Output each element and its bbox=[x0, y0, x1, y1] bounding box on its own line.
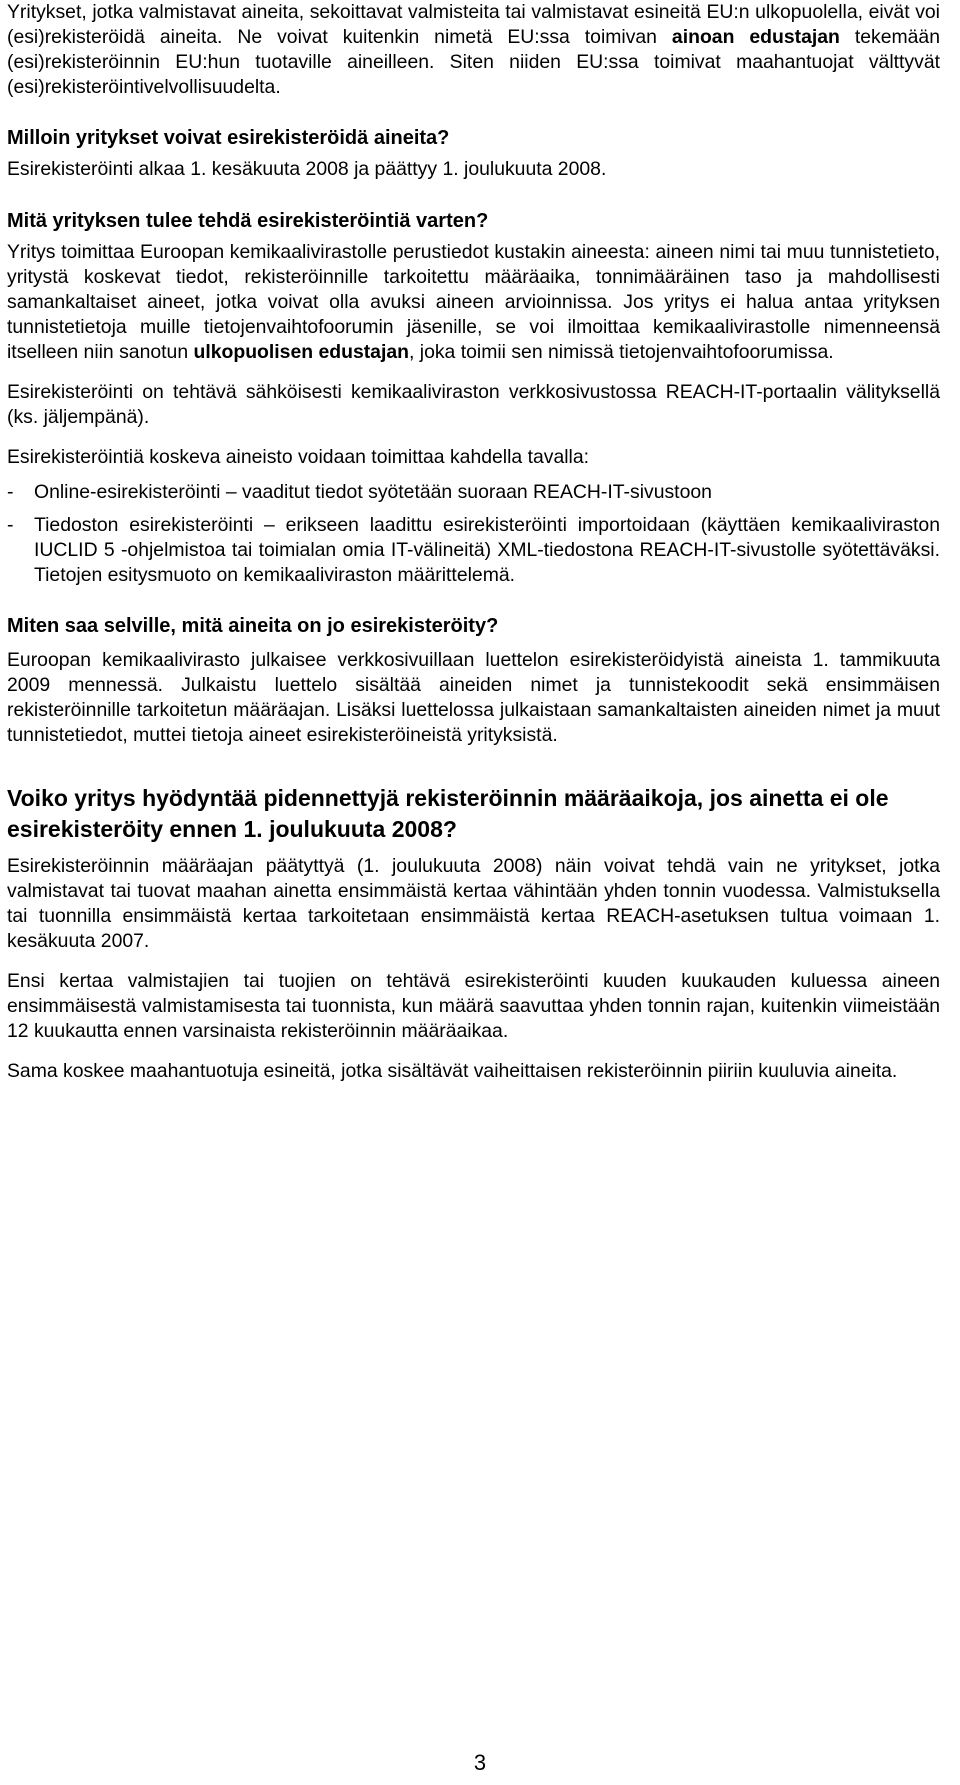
what-text-end: , joka toimii sen nimissä tietojenvaihtofoorumissa. bbox=[408, 341, 834, 363]
section-paragraph-what-3: Esirekisteröintiä koskeva aineisto voidaan toimittaa kahdella tavalla: bbox=[7, 446, 590, 468]
submission-methods-list bbox=[7, 480, 940, 588]
section-text-when: Esirekisteröinti alkaa 1. kesäkuuta 2008 ja päättyy 1. joulukuuta 2008. bbox=[7, 158, 607, 180]
intro-text-end: tekemään (esi)rekisteröinnin EU:hun tuotaville aineilleen. Siten niiden EU:ssa toimivat maahantuojat välttyvät (esi)rekisteröintivelvollisuudelta. bbox=[7, 26, 940, 98]
section-paragraph-deadline-3: Sama koskee maahantuotuja esineitä, jotka sisältävät vaiheittaisen rekisteröinnin piiriin kuuluvia aineita. bbox=[7, 1060, 898, 1082]
section-heading-deadline: Voiko yritys hyödyntää pidennettyjä rekisteröinnin määräaikoja, jos ainetta ei ole esirekisteröity ennen 1. joulukuuta 2008? bbox=[7, 785, 889, 842]
list-item bbox=[7, 480, 940, 505]
list-item-text: Tiedoston esirekisteröinti – erikseen laadittu esirekisteröinti importoidaan (käyttäen kemikaaliviraston IUCLID 5 -ohjelmistoa tai toimialan omia IT-välineitä) XML-tiedostona REACH-IT-sivustolle syötettäväksi. Tietojen esitysmuoto on kemikaaliviraston määrittelemä. bbox=[34, 514, 940, 586]
page-number: 3 bbox=[473, 1750, 487, 1775]
section-heading-what: Mitä yrityksen tulee tehdä esirekisteröintiä varten? bbox=[7, 210, 489, 232]
intro-paragraph bbox=[7, 0, 940, 100]
section-heading-when: Milloin yritykset voivat esirekisteröidä aineita? bbox=[7, 127, 450, 149]
list-item-text: Online-esirekisteröinti – vaaditut tiedot syötetään suoraan REACH-IT-sivustoon bbox=[34, 481, 712, 503]
intro-bold-term: ainoan edustajan bbox=[671, 26, 840, 48]
section-text-how: Euroopan kemikaalivirasto julkaisee verkkosivuillaan luettelon esirekisteröidyistä aineista 1. tammikuuta 2009 mennessä. Julkaistu luettelo sisältää aineiden nimet ja tunnistekoodit sekä ensimmäisen rekisteröinnille tarkoitetun määräajan. Lisäksi luettelossa julkaistaan samankaltaisten aineiden nimet ja muut tunnistetiedot, muttei tietoja aineet esirekisteröineistä yrityksistä. bbox=[7, 649, 940, 746]
list-dash: - bbox=[7, 514, 14, 536]
list-item bbox=[7, 513, 940, 588]
what-bold-term: ulkopuolisen edustajan bbox=[193, 341, 409, 363]
section-paragraph-deadline-1: Esirekisteröinnin määräajan päätyttyä (1. joulukuuta 2008) näin voivat tehdä vain ne yritykset, jotka valmistavat tai tuovat maahan ainetta ensimmäistä kertaa vähintään yhden tonnin vuodessa. Valmistuksella tai tuonnilla ensimmäistä kertaa tarkoitetaan ensimmäistä kertaa REACH-asetuksen tultua voimaan 1. kesäkuuta 2007. bbox=[7, 855, 940, 952]
page-content bbox=[7, 0, 940, 1084]
section-heading-how: Miten saa selville, mitä aineita on jo esirekisteröity? bbox=[7, 615, 499, 637]
intro-text-start: Yritykset, jotka valmistavat aineita, sekoittavat valmisteita tai valmistavat esineitä EU:n ulkopuolella, eivät voi (esi)rekisteröidä aineita. Ne voivat kuitenkin nimetä EU:ssa toimivan bbox=[7, 1, 940, 48]
section-paragraph-deadline-2: Ensi kertaa valmistajien tai tuojien on tehtävä esirekisteröinti kuuden kuukauden kuluessa aineen ensimmäisestä valmistamisesta tai tuonnista, kun määrä saavuttaa yhden tonnin rajan, kuitenkin viimeistään 12 kuukautta ennen varsinaista rekisteröinnin määräaikaa. bbox=[7, 970, 940, 1042]
list-dash: - bbox=[7, 481, 14, 503]
what-text-start: Yritys toimittaa Euroopan kemikaalivirastolle perustiedot kustakin aineesta: aineen nimi tai muu tunnistetieto, yritystä koskevat tiedot, rekisteröinnille tarkoitettu määräaika, tonnimääräinen taso ja mahdollisesti samankaltaiset aineet, jotka voivat olla avuksi aineen arvioinnissa. Jos yritys ei halua antaa yrityksen tunnistetietoja muille tietojenvaihtofoorumin jäsenille, se voi ilmoittaa kemikaalivirastolle nimenneensä itselleen niin sanotun bbox=[7, 241, 940, 363]
section-paragraph-what-2: Esirekisteröinti on tehtävä sähköisesti kemikaaliviraston verkkosivustossa REACH-IT-portaalin välityksellä (ks. jäljempänä). bbox=[7, 381, 940, 428]
section-paragraph-what-1 bbox=[7, 240, 940, 365]
